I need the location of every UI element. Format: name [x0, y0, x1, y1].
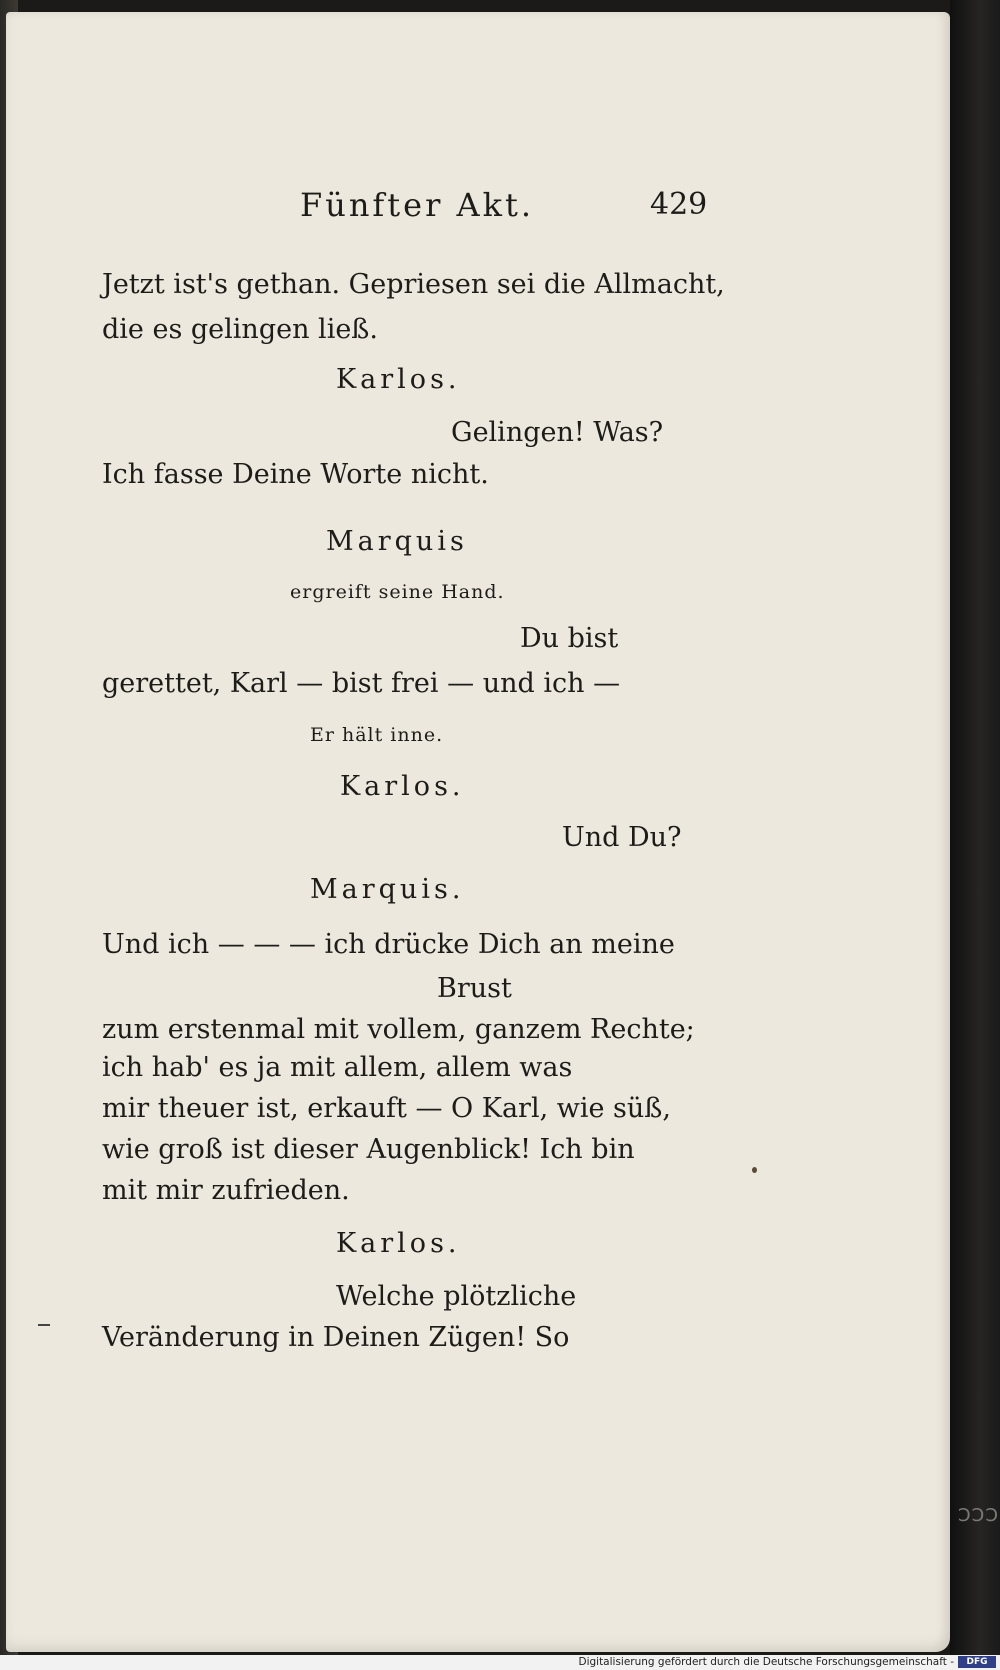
text-line: wie groß ist dieser Augenblick! Ich bin [102, 1134, 635, 1165]
scan-right-edge [950, 0, 1000, 1655]
speaker-name: Marquis. [310, 874, 465, 905]
text-line: Brust [437, 973, 512, 1004]
text-line: zum erstenmal mit vollem, ganzem Rechte; [102, 1014, 695, 1045]
book-page [6, 12, 950, 1652]
text-line: Und Du? [562, 822, 682, 853]
text-line: Gelingen! Was? [451, 417, 664, 448]
page-edge-marks: ƆƆƆ [958, 1505, 999, 1526]
speaker-name: Karlos. [340, 771, 465, 802]
running-header-title: Fünfter Akt. [300, 186, 535, 224]
text-line: gerettet, Karl — bist frei — und ich — [102, 668, 621, 699]
speaker-name: Karlos. [336, 1228, 461, 1259]
funding-credit: Digitalisierung gefördert durch die Deutsche Forschungsgemeinschaft - [578, 1656, 954, 1668]
text-line: ich hab' es ja mit allem, allem was [102, 1052, 573, 1083]
text-line: Welche plötzliche [336, 1281, 577, 1312]
text-line: die es gelingen ließ. [102, 314, 378, 345]
text-line: Und ich — — — ich drücke Dich an meine [102, 929, 675, 960]
ink-spot [752, 1167, 757, 1173]
text-line: mit mir zufrieden. [102, 1175, 350, 1206]
text-line: Du bist [520, 623, 619, 654]
stage-direction: Er hält inne. [310, 724, 444, 746]
digitization-footer [0, 1655, 1000, 1670]
text-line: mir theuer ist, erkauft — O Karl, wie süß, [102, 1093, 671, 1124]
speaker-name: Marquis [326, 526, 468, 557]
stage-direction: ergreift seine Hand. [290, 581, 505, 603]
text-line: Ich fasse Deine Worte nicht. [102, 459, 489, 490]
speaker-name: Karlos. [336, 364, 461, 395]
text-line: Veränderung in Deinen Zügen! So [102, 1322, 570, 1353]
page-number: 429 [650, 187, 708, 222]
text-line: Jetzt ist's gethan. Gepriesen sei die Allmacht, [102, 269, 725, 300]
margin-mark [38, 1324, 50, 1326]
dfg-logo: DFG [958, 1656, 996, 1668]
